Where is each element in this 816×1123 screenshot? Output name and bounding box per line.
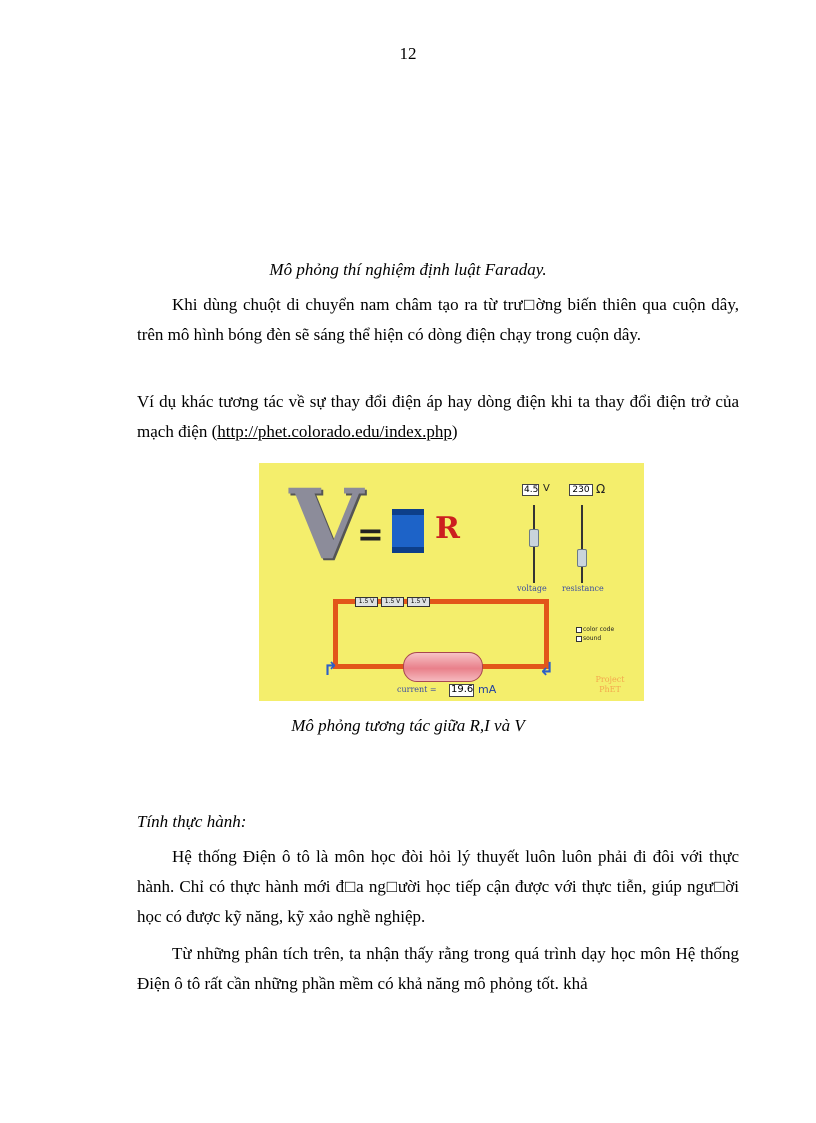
resistance-label: resistance [562,584,604,593]
equation-i-letter-icon [392,509,424,553]
phet-link[interactable]: http://phet.colorado.edu/index.php [217,422,452,441]
project-line-2: PhET [599,685,621,694]
resistance-value-box[interactable]: 230 [569,484,593,496]
voltage-unit: V [543,483,550,494]
resistance-slider-track[interactable] [581,505,583,583]
current-unit: mA [478,683,497,696]
current-arrow-left-icon: ↱ [323,659,339,680]
project-line-1: Project [595,675,625,684]
equation-v-letter: V [289,468,364,581]
current-label: current = [397,685,437,694]
color-code-checkbox[interactable] [576,626,636,633]
battery-3[interactable]: 1.5 V [407,597,430,607]
battery-1[interactable]: 1.5 V [355,597,378,607]
circuit-wire-bottom-left [333,664,407,669]
voltage-slider-knob[interactable] [529,529,539,547]
paragraph-conclusion: Từ những phân tích trên, ta nhận thấy rằng trong quá trình dạy học môn Hệ thống Điện ô tô rất cần những phần mềm có khả năng mô phỏng tốt. khả [137,944,739,993]
paragraph-faraday-description: Khi dùng chuột di chuyển nam châm tạo ra từ trư□ờng biến thiên qua cuộn dây, trên mô hình bóng đèn sẽ sáng thể hiện có dòng điện chạy trong cuộn dây. [137,295,739,344]
color-code-label: color code [583,626,615,633]
phet-project-logo [585,675,635,695]
paragraph-example-text: Ví dụ khác tương tác về sự thay đổi điện áp hay dòng điện khi ta thay đổi điện trở của mạch điện ( [137,392,739,441]
resistor-icon [403,652,483,682]
current-arrow-right-icon: ↲ [539,659,555,680]
sound-checkbox[interactable] [576,635,636,642]
voltage-value-box[interactable]: 4.5 [524,485,539,495]
battery-2[interactable]: 1.5 V [381,597,404,607]
equation-r-letter: R [435,511,460,546]
paragraph-example-end: ) [451,422,458,441]
voltage-label: voltage [517,584,547,593]
figure-caption-ohms-law: Mô phỏng tương tác giữa R,I và V [291,716,525,735]
paragraph-example [137,387,739,447]
check-icon [576,636,582,642]
paragraph-practice: Hệ thống Điện ô tô là môn học đòi hỏi lý thuyết luôn luôn phải đi đôi với thực hành. Chỉ có thực hành mới đ□a ng□ười học tiếp cận được với thực tiễn, giúp ngư□ời học có được kỹ năng, kỹ xảo nghề nghiệp. [137,847,739,926]
ohms-law-simulation-figure [259,463,644,701]
check-icon [576,627,582,633]
current-value-box: 19.6 [451,684,474,695]
resistance-unit: Ω [596,482,606,496]
section-heading: Tính thực hành: [137,812,247,831]
figure-caption-faraday: Mô phỏng thí nghiệm định luật Faraday. [269,260,547,279]
page-number: 12 [399,44,417,63]
equation-equals-sign: = [357,515,384,553]
sound-label: sound [583,635,602,642]
resistance-slider-knob[interactable] [577,549,587,567]
